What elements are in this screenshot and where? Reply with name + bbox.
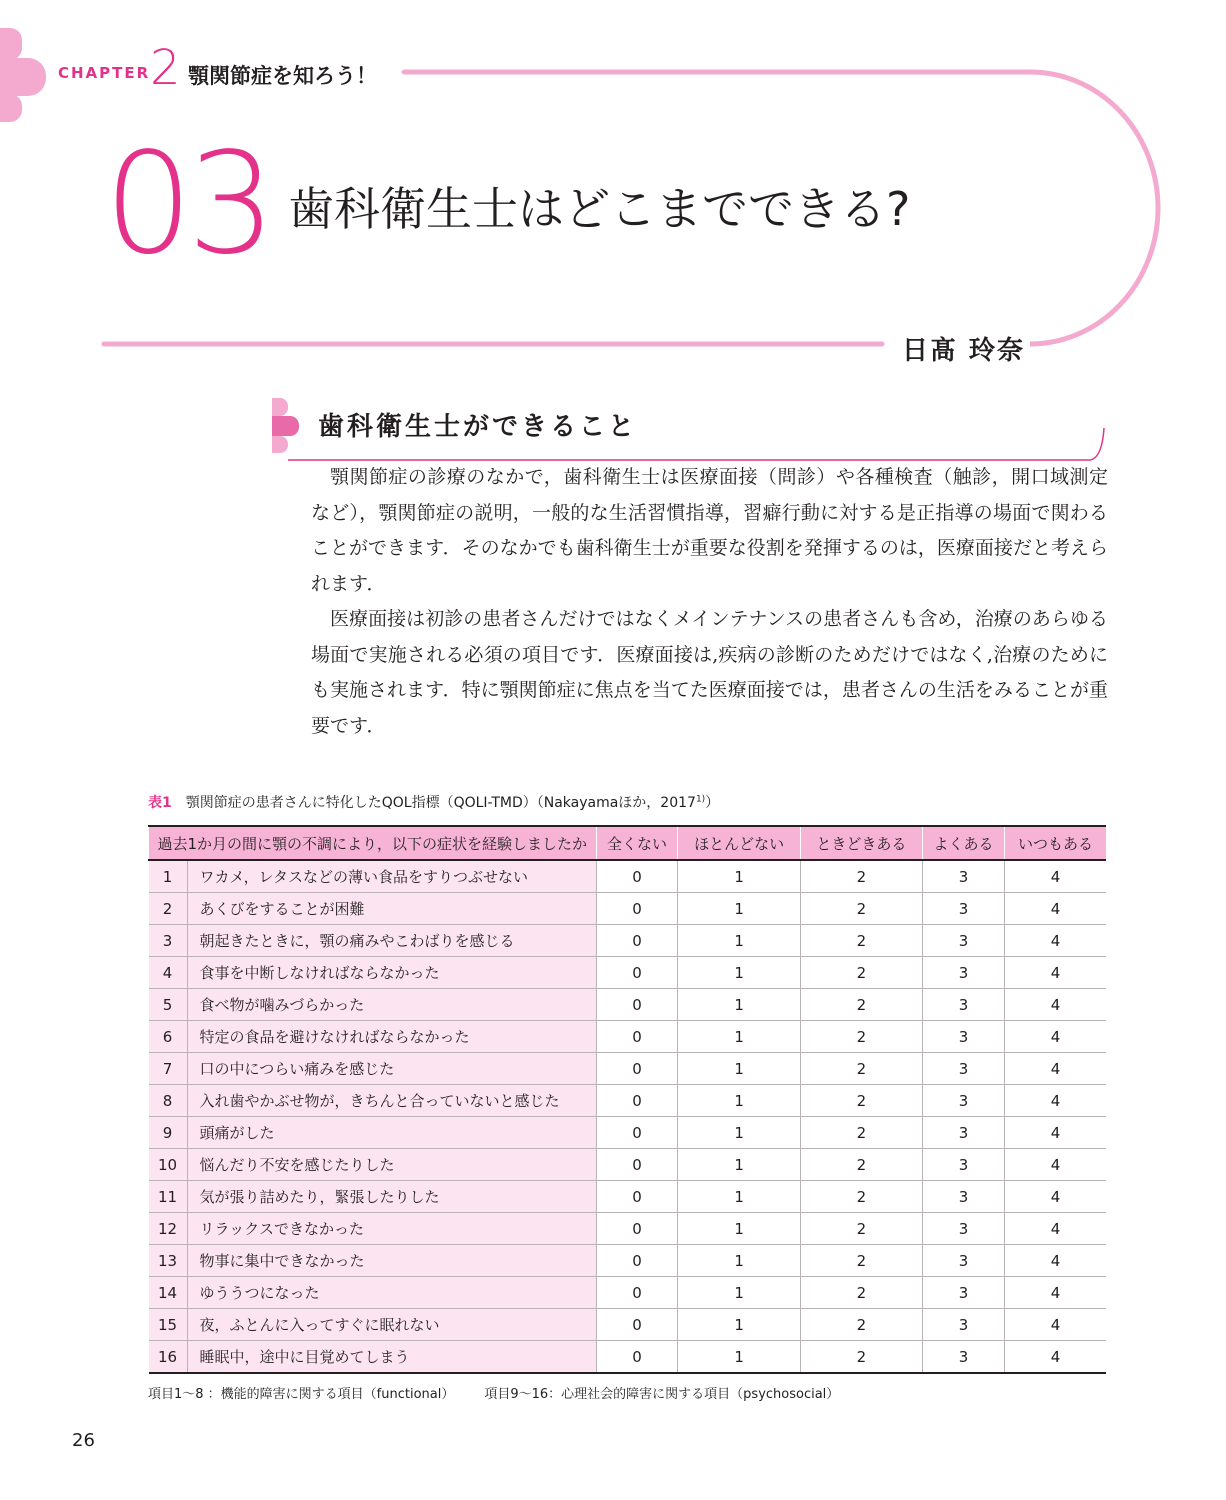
body-text <box>311 460 1108 744</box>
row-score: 2 <box>800 1213 922 1245</box>
row-score: 1 <box>678 860 800 893</box>
header-option: ときどきある <box>800 826 922 860</box>
corner-tab-mid <box>0 58 46 96</box>
table-row <box>149 1245 1107 1277</box>
subheading: 歯科衛生士ができること <box>318 412 638 442</box>
qol-table <box>148 825 1106 1374</box>
row-number: 8 <box>149 1085 188 1117</box>
row-score: 0 <box>596 1085 678 1117</box>
row-item: 悩んだり不安を感じたりした <box>187 1149 596 1181</box>
row-number: 1 <box>149 860 188 893</box>
row-score: 3 <box>923 957 1005 989</box>
row-score: 4 <box>1005 1021 1107 1053</box>
header-option: 全くない <box>596 826 678 860</box>
row-score: 1 <box>678 1309 800 1341</box>
row-number: 3 <box>149 925 188 957</box>
row-score: 1 <box>678 1213 800 1245</box>
table-row <box>149 925 1107 957</box>
author-name: 日髙 玲奈 <box>902 336 1026 366</box>
row-score: 2 <box>800 1341 922 1374</box>
row-score: 4 <box>1005 989 1107 1021</box>
row-item: あくびをすることが困難 <box>187 893 596 925</box>
body-paragraph-2: 医療面接は初診の患者さんだけではなくメインテナンスの患者さんも含め，治療のあらゆる場面で実施される必須の項目です．医療面接は,疾病の診断のためだけではなく,治療のためにも実施されます．特に顎関節症に焦点を当てた医療面接では，患者さんの生活をみることが重要です． <box>311 608 1108 737</box>
row-score: 0 <box>596 893 678 925</box>
row-score: 2 <box>800 1277 922 1309</box>
chapter-label: CHAPTER <box>58 64 151 82</box>
row-score: 0 <box>596 989 678 1021</box>
footnote-functional: 項目1～8 ：機能的障害に関する項目（functional） <box>148 1387 455 1402</box>
row-item: 入れ歯やかぶせ物が，きちんと合っていないと感じた <box>187 1085 596 1117</box>
row-score: 0 <box>596 957 678 989</box>
header-option: いつもある <box>1005 826 1107 860</box>
row-score: 0 <box>596 1309 678 1341</box>
row-score: 4 <box>1005 1085 1107 1117</box>
corner-tab-top <box>0 28 22 60</box>
row-score: 0 <box>596 1117 678 1149</box>
table-header-row <box>149 826 1107 860</box>
table-row <box>149 1053 1107 1085</box>
table-row <box>149 1149 1107 1181</box>
page-number: 26 <box>72 1430 95 1451</box>
table-row <box>149 1021 1107 1053</box>
row-item: 口の中につらい痛みを感じた <box>187 1053 596 1085</box>
header-option: ほとんどない <box>678 826 800 860</box>
row-item: 物事に集中できなかった <box>187 1245 596 1277</box>
row-number: 2 <box>149 893 188 925</box>
table-row <box>149 1181 1107 1213</box>
row-number: 15 <box>149 1309 188 1341</box>
chapter-number: 2 <box>150 40 181 96</box>
row-item: リラックスできなかった <box>187 1213 596 1245</box>
row-score: 2 <box>800 893 922 925</box>
row-score: 2 <box>800 1053 922 1085</box>
row-score: 1 <box>678 1085 800 1117</box>
row-score: 0 <box>596 1181 678 1213</box>
header-question: 過去1か月の間に顎の不調により，以下の症状を経験しましたか <box>149 826 597 860</box>
row-score: 2 <box>800 1149 922 1181</box>
row-score: 4 <box>1005 1309 1107 1341</box>
row-score: 3 <box>923 1021 1005 1053</box>
row-score: 1 <box>678 1341 800 1374</box>
row-score: 3 <box>923 1341 1005 1374</box>
row-number: 5 <box>149 989 188 1021</box>
row-score: 0 <box>596 1213 678 1245</box>
row-item: 朝起きたときに，顎の痛みやこわばりを感じる <box>187 925 596 957</box>
row-score: 1 <box>678 893 800 925</box>
table-caption-end: ） <box>705 795 720 811</box>
row-score: 1 <box>678 989 800 1021</box>
row-score: 2 <box>800 989 922 1021</box>
row-number: 6 <box>149 1021 188 1053</box>
section-title: 歯科衛生士はどこまでできる? <box>288 182 911 236</box>
table-row <box>149 1213 1107 1245</box>
row-score: 3 <box>923 989 1005 1021</box>
row-score: 0 <box>596 925 678 957</box>
subheading-marker-bottom <box>272 436 288 453</box>
row-number: 4 <box>149 957 188 989</box>
row-score: 1 <box>678 1117 800 1149</box>
row-item: 食べ物が噛みづらかった <box>187 989 596 1021</box>
row-score: 0 <box>596 1021 678 1053</box>
row-number: 16 <box>149 1341 188 1374</box>
row-score: 3 <box>923 1149 1005 1181</box>
row-score: 1 <box>678 1053 800 1085</box>
table-row <box>149 1085 1107 1117</box>
row-score: 4 <box>1005 860 1107 893</box>
row-score: 2 <box>800 957 922 989</box>
row-score: 4 <box>1005 1277 1107 1309</box>
row-score: 3 <box>923 925 1005 957</box>
row-item: 夜，ふとんに入ってすぐに眠れない <box>187 1309 596 1341</box>
body-paragraph-1: 顎関節症の診療のなかで，歯科衛生士は医療面接（問診）や各種検査（触診，開口域測定など），顎関節症の説明，一般的な生活習慣指導，習癖行動に対する是正指導の場面で関わることができます．そのなかでも歯科衛生士が重要な役割を発揮するのは，医療面接だと考えられます． <box>311 466 1108 595</box>
row-score: 4 <box>1005 925 1107 957</box>
table-row <box>149 1341 1107 1374</box>
table-row <box>149 957 1107 989</box>
corner-tab-bottom <box>0 94 22 122</box>
row-score: 1 <box>678 1181 800 1213</box>
table-row <box>149 1277 1107 1309</box>
table-caption-text: 顎関節症の患者さんに特化したQOL指標（QOLI-TMD）（Nakayamaほか，2017 <box>185 795 696 811</box>
table-row <box>149 860 1107 893</box>
table-row <box>149 1309 1107 1341</box>
row-score: 2 <box>800 1085 922 1117</box>
row-score: 3 <box>923 1117 1005 1149</box>
row-score: 3 <box>923 860 1005 893</box>
row-score: 0 <box>596 1277 678 1309</box>
row-score: 4 <box>1005 1117 1107 1149</box>
row-item: 特定の食品を避けなければならなかった <box>187 1021 596 1053</box>
row-item: ゆううつになった <box>187 1277 596 1309</box>
row-score: 2 <box>800 925 922 957</box>
row-score: 3 <box>923 1245 1005 1277</box>
row-number: 7 <box>149 1053 188 1085</box>
row-score: 1 <box>678 1245 800 1277</box>
row-number: 9 <box>149 1117 188 1149</box>
row-number: 14 <box>149 1277 188 1309</box>
footnote-psychosocial: 項目9～16：心理社会的障害に関する項目（psychosocial） <box>484 1387 840 1402</box>
row-score: 3 <box>923 1181 1005 1213</box>
row-item: 頭痛がした <box>187 1117 596 1149</box>
row-score: 4 <box>1005 1245 1107 1277</box>
row-score: 4 <box>1005 1149 1107 1181</box>
row-number: 10 <box>149 1149 188 1181</box>
table-caption-label: 表1 <box>148 795 172 811</box>
row-score: 4 <box>1005 1213 1107 1245</box>
row-score: 4 <box>1005 1341 1107 1374</box>
row-score: 4 <box>1005 1181 1107 1213</box>
row-score: 0 <box>596 1149 678 1181</box>
row-score: 2 <box>800 860 922 893</box>
row-number: 12 <box>149 1213 188 1245</box>
row-score: 4 <box>1005 1053 1107 1085</box>
subheading-marker-mid <box>272 416 299 436</box>
row-score: 2 <box>800 1021 922 1053</box>
row-item: ワカメ，レタスなどの薄い食品をすりつぶせない <box>187 860 596 893</box>
row-score: 0 <box>596 1245 678 1277</box>
row-item: 睡眠中，途中に目覚めてしまう <box>187 1341 596 1374</box>
row-score: 2 <box>800 1309 922 1341</box>
section-number: 03 <box>104 123 271 286</box>
table-caption-reference: 1) <box>695 794 706 805</box>
table-row <box>149 989 1107 1021</box>
row-item: 食事を中断しなければならなかった <box>187 957 596 989</box>
row-score: 1 <box>678 1021 800 1053</box>
row-score: 3 <box>923 893 1005 925</box>
subheading-marker-top <box>272 398 288 416</box>
row-score: 0 <box>596 1341 678 1374</box>
row-item: 気が張り詰めたり，緊張したりした <box>187 1181 596 1213</box>
table-footnote <box>148 1383 839 1402</box>
row-score: 2 <box>800 1117 922 1149</box>
table-body <box>149 860 1107 1373</box>
row-score: 2 <box>800 1245 922 1277</box>
table-caption <box>148 792 719 812</box>
row-score: 4 <box>1005 957 1107 989</box>
row-score: 1 <box>678 925 800 957</box>
row-score: 1 <box>678 1277 800 1309</box>
row-score: 1 <box>678 957 800 989</box>
row-score: 2 <box>800 1181 922 1213</box>
header-option: よくある <box>923 826 1005 860</box>
row-score: 0 <box>596 1053 678 1085</box>
row-score: 3 <box>923 1277 1005 1309</box>
table-row <box>149 1117 1107 1149</box>
row-score: 3 <box>923 1085 1005 1117</box>
row-score: 3 <box>923 1213 1005 1245</box>
row-number: 13 <box>149 1245 188 1277</box>
row-score: 3 <box>923 1053 1005 1085</box>
chapter-title: 顎関節症を知ろう！ <box>188 64 377 88</box>
table-row <box>149 893 1107 925</box>
row-score: 1 <box>678 1149 800 1181</box>
row-number: 11 <box>149 1181 188 1213</box>
row-score: 0 <box>596 860 678 893</box>
row-score: 3 <box>923 1309 1005 1341</box>
row-score: 4 <box>1005 893 1107 925</box>
